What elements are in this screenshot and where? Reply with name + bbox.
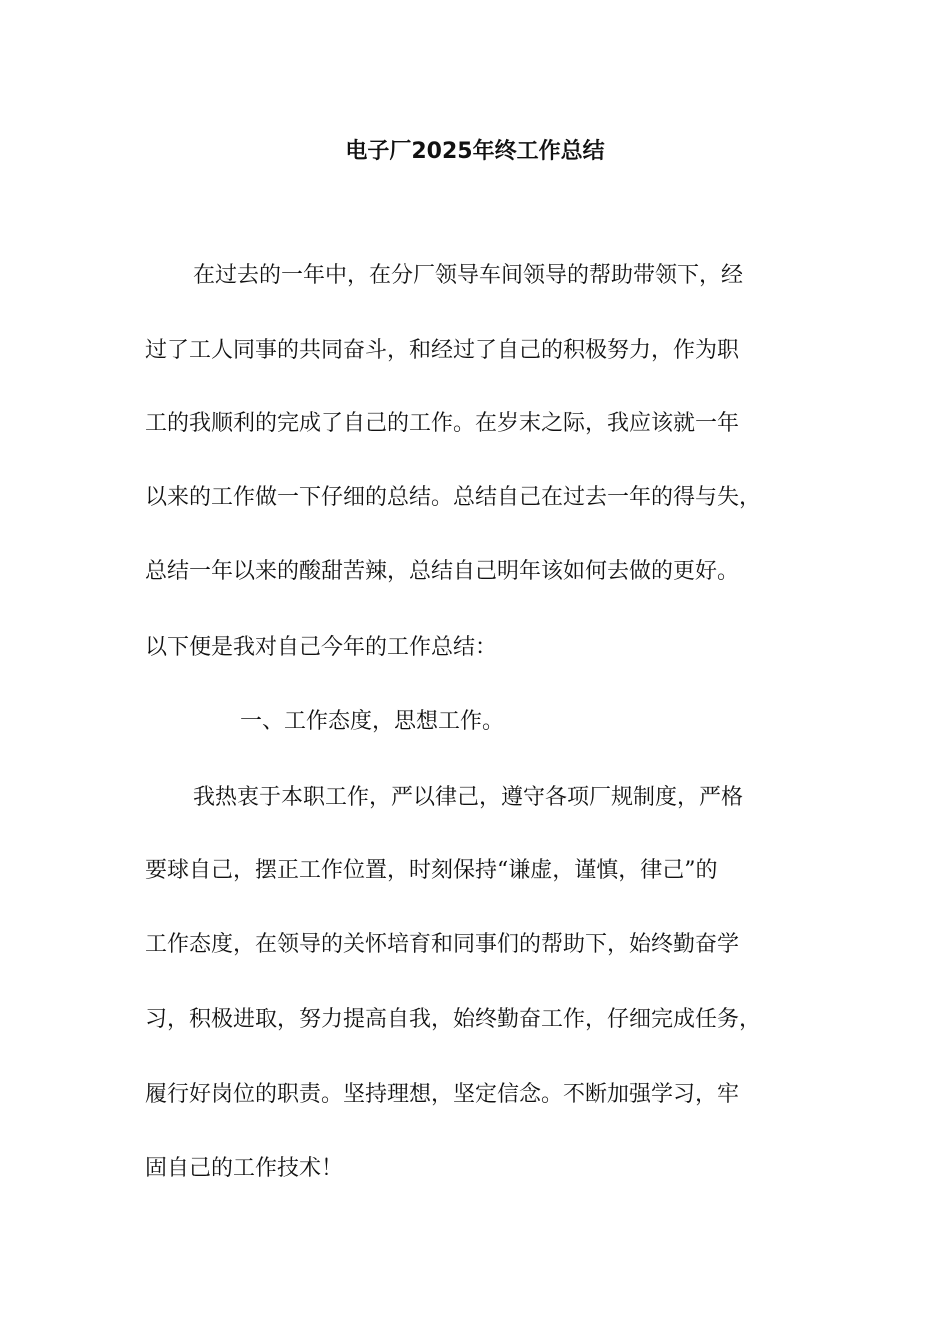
section-heading-1: 一、工作态度，思想工作。 — [240, 709, 505, 734]
paragraph-line-3: 工的我顺利的完成了自己的工作。在岁末之际，我应该就一年 — [145, 411, 740, 436]
paragraph-line-2: 过了工人同事的共同奋斗，和经过了自己的积极努力，作为职 — [145, 338, 740, 363]
paragraph-line-11: 履行好岗位的职责。坚持理想，坚定信念。不断加强学习，牢 — [145, 1082, 740, 1107]
paragraph-line-6: 以下便是我对自己今年的工作总结： — [145, 635, 498, 660]
paragraph-line-8: 要球自己，摆正工作位置，时刻保持“谦虚，谨慎，律己”的 — [145, 858, 718, 883]
paragraph-line-5: 总结一年以来的酸甜苦辣，总结自己明年该如何去做的更好。 — [145, 559, 740, 584]
paragraph-line-12: 固自己的工作技术！ — [145, 1156, 344, 1181]
paragraph-line-7: 我热衷于本职工作，严以律己，遵守各项厂规制度，严格 — [193, 785, 744, 810]
paragraph-line-10: 习，积极进取，努力提高自我，始终勤奋工作，仔细完成任务， — [145, 1007, 762, 1032]
paragraph-line-4: 以来的工作做一下仔细的总结。总结自己在过去一年的得与失， — [145, 485, 762, 510]
paragraph-line-1: 在过去的一年中，在分厂领导车间领导的帮助带领下，经 — [193, 263, 744, 288]
document-title: 电子厂2025年终工作总结 — [345, 139, 605, 164]
paragraph-line-9: 工作态度，在领导的关怀培育和同事们的帮助下，始终勤奋学 — [145, 932, 740, 957]
